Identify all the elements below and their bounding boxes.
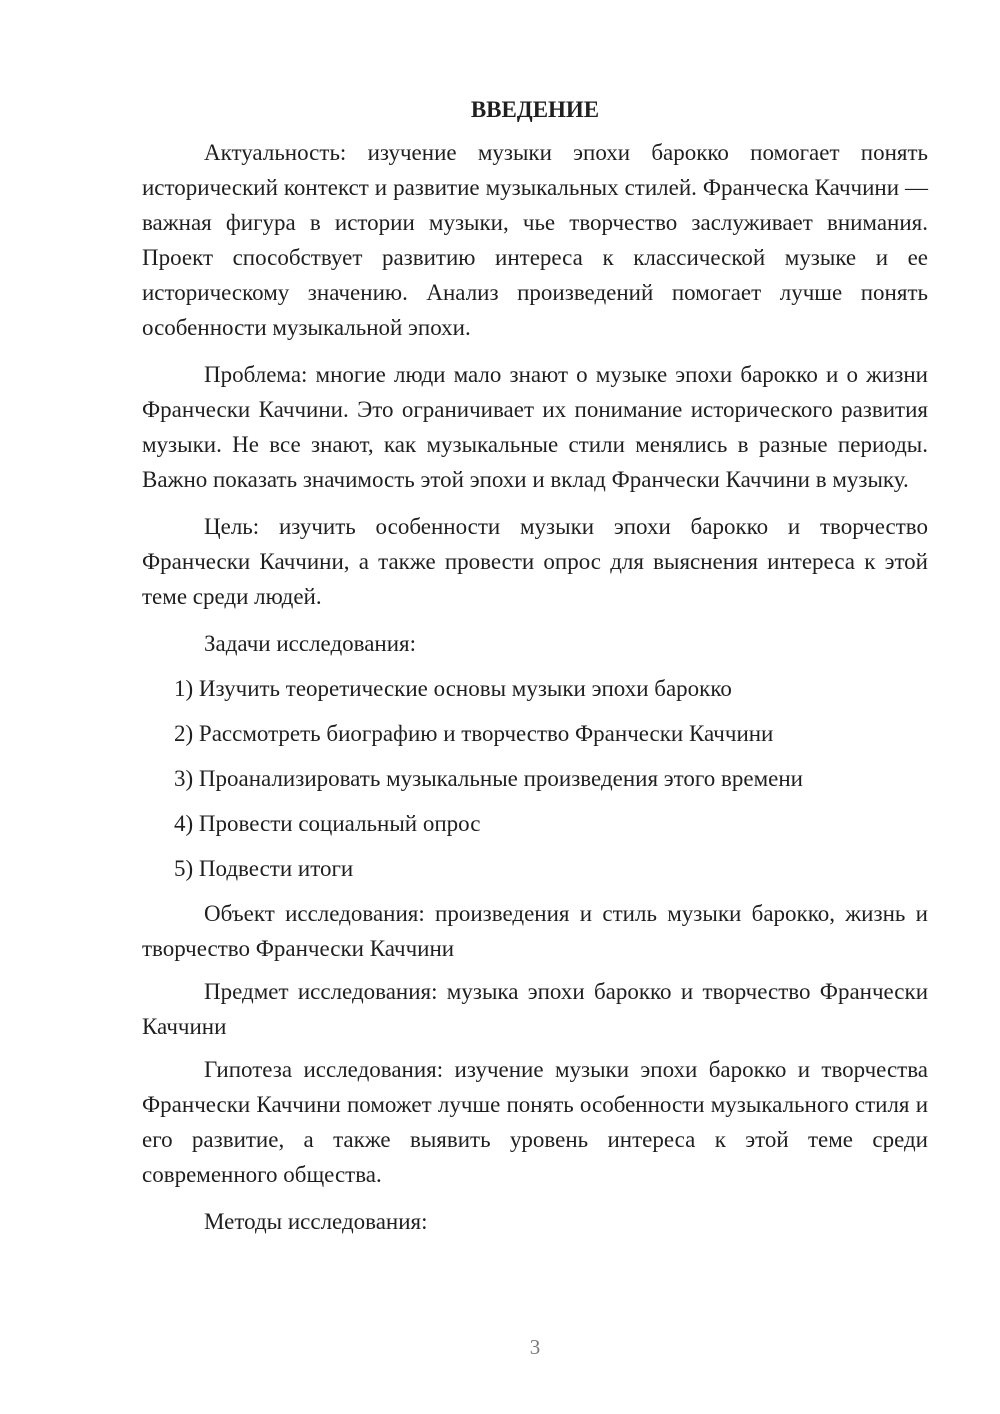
task-item: 4) Провести социальный опрос	[174, 811, 481, 836]
problem-paragraph: Проблема: многие люди мало знают о музыке эпохи барокко и о жизни Франчески Каччини. Это ограничивает их понимание исторического развития музыки. Не все знают, как музыкальные стили менялись в разные периоды. Важно показать значимость этой эпохи и вклад Франчески Каччини в музыку.	[142, 362, 928, 492]
task-item: 3) Проанализировать музыкальные произведения этого времени	[174, 766, 803, 791]
hypothesis-paragraph: Гипотеза исследования: изучение музыки эпохи барокко и творчества Франчески Каччини поможет лучше понять особенности музыкального стиля и его развитие, а также выявить уровень интереса к этой теме среди современного общества.	[142, 1057, 928, 1187]
goal-paragraph: Цель: изучить особенности музыки эпохи барокко и творчество Франчески Каччини, а также провести опрос для выяснения интереса к этой теме среди людей.	[142, 514, 928, 609]
task-item: 2) Рассмотреть биографию и творчество Франчески Каччини	[174, 721, 774, 746]
methods-label: Методы исследования:	[204, 1209, 428, 1234]
object-paragraph: Объект исследования: произведения и стиль музыки барокко, жизнь и творчество Франчески Каччини	[142, 901, 928, 961]
page-number: 3	[529, 1335, 541, 1359]
task-item: 5) Подвести итоги	[174, 856, 354, 881]
task-item: 1) Изучить теоретические основы музыки эпохи барокко	[174, 676, 732, 701]
subject-paragraph: Предмет исследования: музыка эпохи барокко и творчество Франчески Каччини	[142, 979, 928, 1039]
document-page	[142, 95, 928, 1249]
tasks-list	[142, 671, 928, 886]
relevance-paragraph: Актуальность: изучение музыки эпохи барокко помогает понять исторический контекст и развитие музыкальных стилей. Франческа Каччини — важная фигура в истории музыки, чье творчество заслуживает внимания. Проект способствует развитию интереса к классической музыке и ее историческому значению. Анализ произведений помогает лучше понять особенности музыкальной эпохи.	[142, 140, 928, 340]
section-title: ВВЕДЕНИЕ	[470, 97, 600, 122]
tasks-label: Задачи исследования:	[204, 631, 417, 656]
